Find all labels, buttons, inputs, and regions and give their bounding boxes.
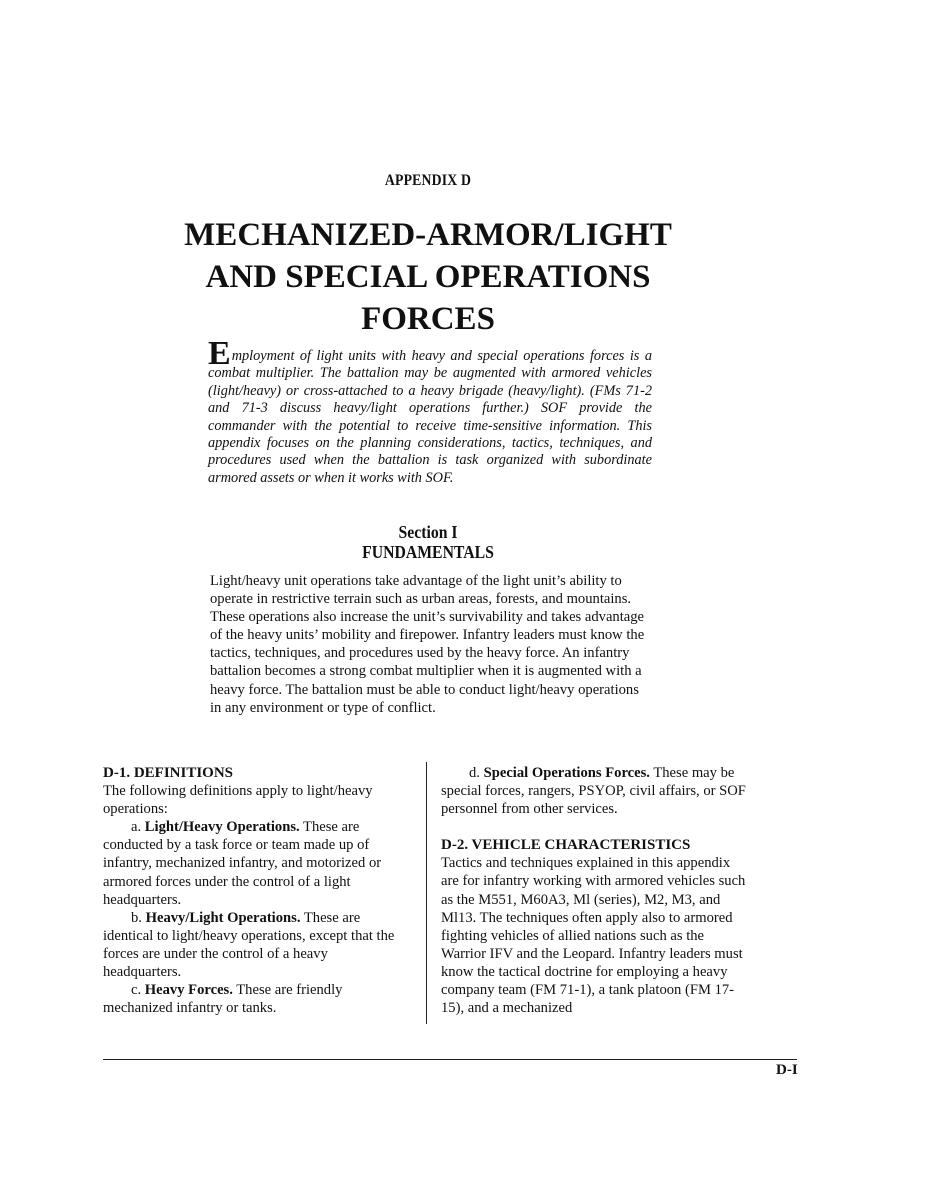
definition-d-term: Special Operations Forces. [483,765,650,781]
definition-a-text: These are conducted by a task force or team made up of infantry, mechanized infantry, and motorized or armored forces under the control of a light headquarters. [103,819,382,908]
definition-a-term: Light/Heavy Operations. [144,819,300,836]
definition-c-text: These are friendly mechanized infantry or tanks. [103,982,343,1017]
definition-d-text: These may be special forces, rangers, PSYOP, civil affairs, or SOF personnel from other services. [441,765,746,818]
definition-a-label: a. [131,819,142,836]
intro-paragraph [208,335,652,487]
definition-b-label: b. [131,909,142,926]
definition-c [103,981,407,1017]
page-number: D-I [776,1062,798,1078]
right-column [441,764,749,1017]
fundamentals-paragraph: Light/heavy unit operations take advantage of the light unit’s ability to operate in restrictive terrain such as urban areas, forests, and mountains. These operations also increase the unit’s survivability and takes advantage of the heavy units’ mobility and firepower. Infantry leaders must know the tactics, techniques, and procedures used by the heavy force. An infantry battalion becomes a strong combat multiplier when it is augmented with a heavy force. The battalion must be able to conduct light/heavy operations in any environment or type of conflict. [210,573,645,716]
definition-a [103,818,407,908]
section-heading [0,522,856,562]
definition-b [103,909,407,981]
footer-rule [103,1059,797,1060]
definition-b-term: Heavy/Light Operations. [145,909,301,926]
spacer [441,818,749,836]
section-title: FUNDAMENTALS [362,542,494,562]
vehicles-paragraph: Tactics and techniques explained in this appendix are for infantry working with armored vehicles such as the M551, M60A3, Ml (series), M2, M3, and Ml13. The techniques often apply also to armored fighting vehicles of allied nations such as the Warrior IFV and the Leopard. Infantry leaders must know the tactical doctrine for employing a heavy company team (FM 71-1), a tank platoon (FM 17-15), and a mechanized [441,855,746,1017]
definitions-heading: D-1. DEFINITIONS [103,765,234,781]
intro-text: mployment of light units with heavy and special operations forces is a combat multiplier. The battalion may be augmented with armored vehicles (light/heavy) or cross-attached to a heavy brigade (heavy/light). (FMs 71-2 and 71-3 discuss heavy/light operations further.) SOF provide the commander with the potential to receive time-sensitive information. This appendix focuses on the planning considerations, tactics, techniques, and procedures used when the battalion is task organized with subordinate armored assets or when it works with SOF. [208,348,652,486]
left-column [103,764,407,1017]
title-line-1: MECHANIZED-ARMOR/LIGHT [184,217,672,253]
definition-d [441,764,749,818]
column-divider [426,762,427,1024]
definition-b-text: These are identical to light/heavy operations, except that the forces are under the control of a heavy headquarters. [103,909,395,981]
vehicles-heading: D-2. VEHICLE CHARACTERISTICS [441,837,691,854]
appendix-label: APPENDIX D [384,172,472,189]
title-line-3: FORCES [361,301,495,337]
definition-c-label: c. [131,982,142,999]
definitions-lead: The following definitions apply to light/heavy operations: [103,783,373,818]
section-number: Section I [398,522,458,542]
definition-c-term: Heavy Forces. [144,982,233,999]
intro-dropcap: E [208,335,231,372]
page-title [140,214,716,340]
title-line-2: AND SPECIAL OPERATIONS [205,259,651,295]
definition-d-label: d. [469,765,480,781]
